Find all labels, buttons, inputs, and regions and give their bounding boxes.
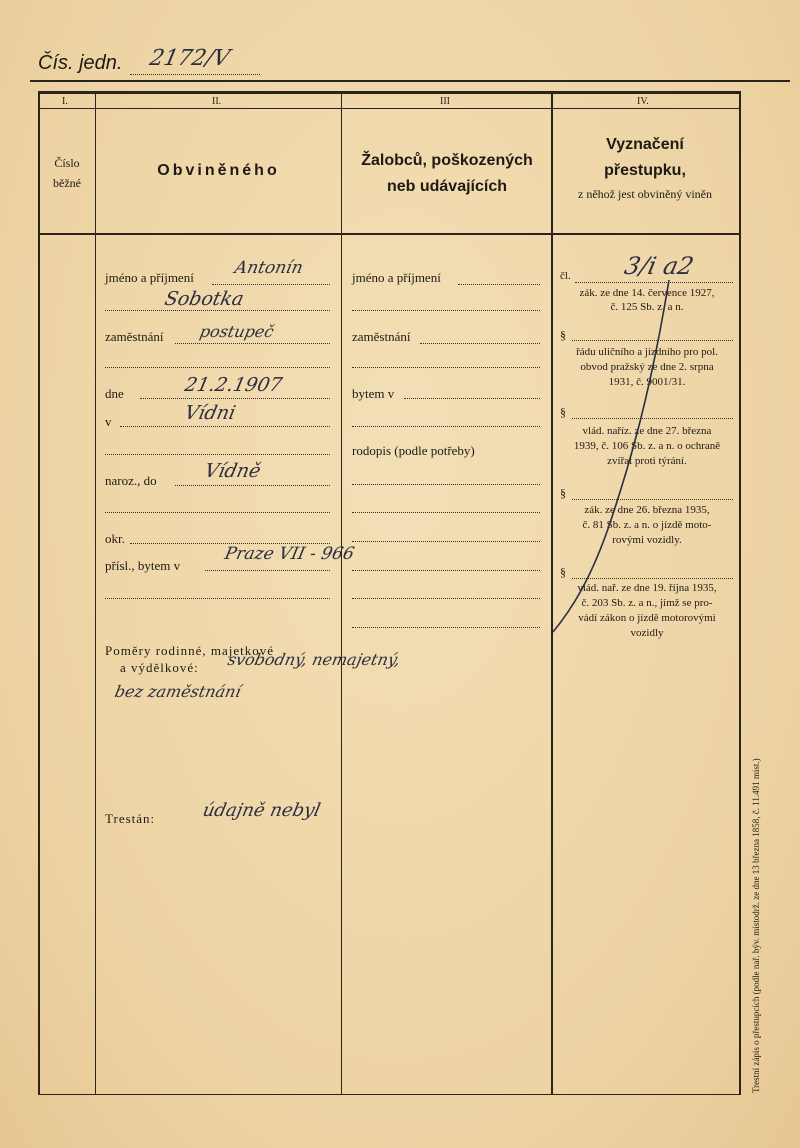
plaintiff-name-dots [458,284,540,285]
accused-date: 21.2.1907 [182,374,285,396]
law3-text-1: vlád. naříz. ze dne 27. března [582,425,712,437]
accused-residence: Praze VII - 966 [222,544,356,564]
accused-family-value-2: bez zaměstnání [112,682,243,701]
numeral-row-divider [38,108,741,109]
law3-section-sign: § [560,405,566,419]
accused-family-value-1: svobodný, nemajetný, [225,650,403,669]
accused-blank-dots-2 [105,454,330,455]
accused-blank-dots-1 [105,367,330,368]
strike-through-mark [551,270,741,640]
plaintiff-blank-dots-1 [352,310,540,311]
column-1-numeral: I. [62,96,68,107]
accused-born: Vídně [202,460,263,482]
accused-occupation-label: zaměstnání [105,329,164,344]
accused-date-dots [140,398,330,399]
column-4-subtitle: z něhož jest obviněný viněn [578,187,712,201]
law1-text-1: zák. ze dne 14. července 1927, [579,287,715,299]
reference-label: Čís. jedn. [38,52,123,74]
plaintiff-pedigree-label: rodopis (podle potřeby) [352,443,475,458]
table-top-border [38,91,741,94]
law4-text-3: rovými vozidly. [612,534,682,546]
accused-convicted-value: údajně nebyl [200,800,323,821]
plaintiff-blank-dots-5 [352,512,540,513]
plaintiff-occupation-dots [420,343,540,344]
column-4-numeral: IV. [637,96,649,107]
law2-section-sign: § [560,328,566,342]
plaintiff-occupation-label: zaměstnání [352,329,411,344]
accused-occupation: postupeč [197,322,276,341]
accused-convicted-label: Trestán: [105,811,156,826]
accused-blank-dots-3 [105,512,330,513]
accused-surname: Sobotka [162,288,246,310]
plaintiff-name-label: jméno a příjmení [352,270,441,285]
accused-name-dots [212,284,330,285]
accused-residence-dots [205,570,330,571]
accused-date-label: dne [105,386,124,401]
accused-family-label-2: a výdělkové: [120,660,199,675]
column-line-left [38,91,40,1095]
table-bottom-border [38,1094,741,1095]
column-2-numeral: II. [212,96,222,107]
reference-dots [130,74,260,75]
law5-text-4: vozidly [630,627,664,639]
law2-text-1: řádu uličního a jízdního pro pol. [576,346,718,358]
plaintiff-residence-label: bytem v [352,386,395,401]
law2-text-2: obvod pražský ze dne 2. srpna [580,361,714,373]
plaintiff-blank-dots-2 [352,367,540,368]
accused-residence-label: přísl., bytem v [105,558,181,573]
law3-text-2: 1939, č. 106 Sb. z. a n. o ochraně [573,440,721,452]
accused-born-dots [175,485,330,486]
form-reference-note: Trestní zápis o přestupcích (podle nař. býv. místodrž. ze dne 13 března 1858, č. 11.491 mist.) [751,758,761,1093]
law5-text-1: vlád. nař. ze dne 19. října 1935, [577,582,717,594]
reference-number: 2172/V [147,46,232,71]
accused-place: Vídni [182,402,238,424]
column-line-1 [95,91,96,1095]
law4-section-sign: § [560,486,566,500]
accused-in-label: v [105,414,112,429]
column-4-title: Vyznačení přestupku, [604,136,686,179]
law3-text-3: zvířat proti týrání. [607,455,687,467]
law1-value: 3/i a2 [622,252,697,280]
law5-text-3: vádí zákon o jízdě motorovými [578,612,716,624]
plaintiff-blank-dots-4 [352,484,540,485]
top-rule [30,80,790,82]
plaintiff-blank-dots-3 [352,426,540,427]
accused-in-dots [120,426,330,427]
column-line-2 [341,91,342,1095]
accused-name-label: jméno a příjmení [105,270,194,285]
law5-section-sign: § [560,565,566,579]
plaintiff-blank-dots-6 [352,541,540,542]
column-2-title: Obviněného [157,162,280,179]
plaintiff-blank-dots-8 [352,598,540,599]
plaintiff-blank-dots-7 [352,570,540,571]
law5-text-2: č. 203 Sb. z. a n., jímž se pro- [581,597,713,609]
accused-district-label: okr. [105,531,125,546]
plaintiff-residence-dots [404,398,540,399]
accused-first-name: Antonín [232,258,305,278]
column-3-title: Žalobců, poškozených neb udávajících [361,152,533,195]
accused-surname-dots [105,310,330,311]
accused-blank-dots-4 [105,598,330,599]
law4-text-1: zák. ze dne 26. března 1935, [584,504,710,516]
accused-family-label-1: Poměry rodinné, majetkové [105,643,275,658]
law4-text-2: č. 81 Sb. z. a n. o jízdě moto- [582,519,712,531]
accused-born-label: naroz., do [105,473,157,488]
law1-text-2: č. 125 Sb. z. a n. [610,301,684,313]
column-3-numeral: III [440,96,450,107]
table-header-divider [38,233,741,235]
law2-text-3: 1931, č. 9001/31. [608,376,686,388]
law1-prefix: čl. [560,270,571,282]
plaintiff-blank-dots-9 [352,627,540,628]
accused-occupation-dots [175,343,330,344]
column-1-title: Číslo běžné [53,156,81,190]
